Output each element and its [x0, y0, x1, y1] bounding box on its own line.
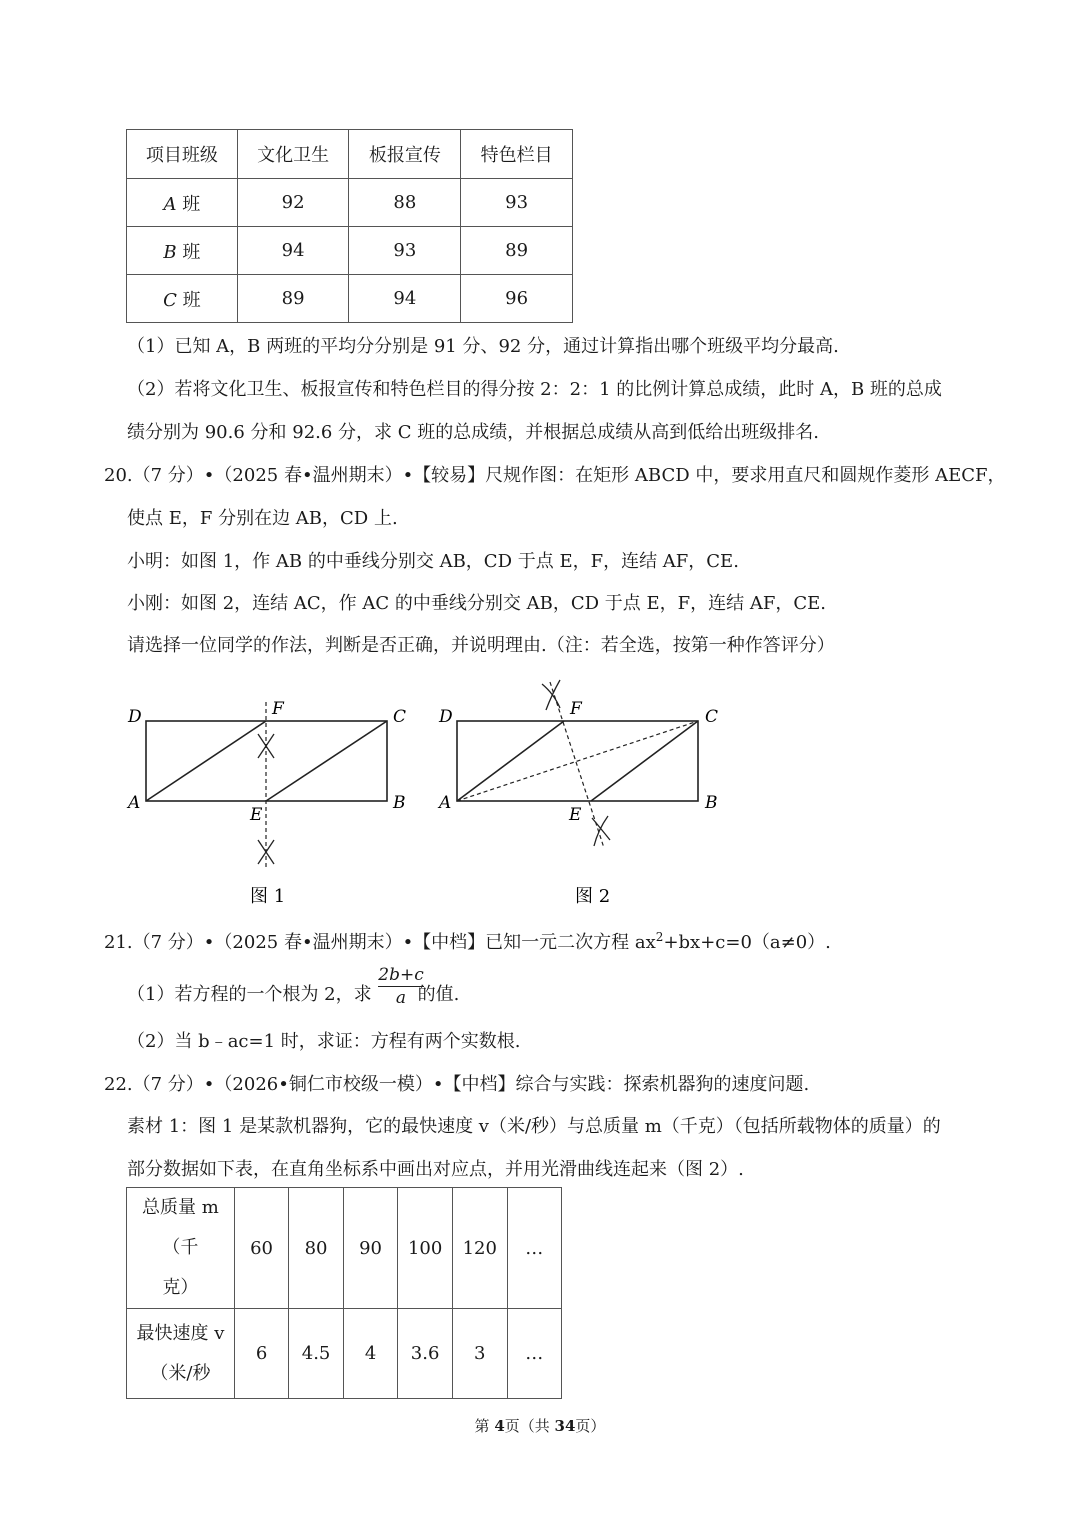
figure-2-caption: 图 2	[575, 886, 611, 907]
header-cell: 文化卫生	[237, 130, 349, 179]
segment-af	[457, 721, 564, 801]
row-label: A 班	[127, 179, 238, 227]
table-cell: …	[507, 1188, 561, 1309]
label-d: D	[128, 707, 142, 727]
table-cell: 94	[349, 275, 461, 323]
label-b: B	[393, 793, 406, 813]
table-cell: 96	[461, 275, 573, 323]
q19-part2-line2: 绩分别为 90.6 分和 92.6 分，求 C 班的总成绩，并根据总成绩从高到低给出班级排名.	[127, 422, 819, 443]
row-label: C 班	[127, 275, 238, 323]
segment-ce	[266, 721, 387, 801]
table-cell: 93	[349, 227, 461, 275]
q20-stem: 20.（7 分）•（2025 春•温州期末）•【较易】尺规作图：在矩形 ABCD 中，要求用直尺和圆规作菱形 AECF，	[104, 465, 1006, 486]
q20-instruction: 请选择一位同学的作法，判断是否正确，并说明理由.（注：若全选，按第一种作答评分）	[127, 635, 835, 656]
label-a: A	[439, 793, 452, 813]
table-cell: 88	[349, 179, 461, 227]
row-label-mass: 总质量 m（千 克）	[127, 1188, 235, 1309]
table-cell: 6	[234, 1309, 288, 1399]
fraction: $\frac{2b+c}{a}$	[378, 965, 424, 1008]
label-c: C	[705, 707, 719, 727]
mass-speed-table	[126, 1187, 562, 1399]
page-number: 4	[494, 1417, 505, 1435]
figure-1	[120, 690, 420, 910]
table-cell: 93	[461, 179, 573, 227]
page-total: 34	[554, 1417, 576, 1435]
q20-xiaogang: 小刚：如图 2，连结 AC，作 AC 的中垂线分别交 AB，CD 于点 E，F，连结 AF，CE.	[127, 593, 826, 614]
q22-material-line1: 素材 1：图 1 是某款机器狗，它的最快速度 v（米/秒）与总质量 m（千克）（包括所载物体的质量）的	[127, 1116, 941, 1137]
table-cell: 90	[343, 1188, 397, 1309]
table-cell: 3	[452, 1309, 507, 1399]
q22-stem: 22.（7 分）•（2026•铜仁市校级一模）•【中档】综合与实践：探索机器狗的速度问题.	[104, 1074, 810, 1095]
table-cell: …	[507, 1309, 561, 1399]
class-score-table	[126, 129, 573, 323]
q20-line2: 使点 E，F 分别在边 AB，CD 上.	[127, 508, 398, 529]
segment-af	[146, 721, 266, 801]
label-e: E	[569, 805, 582, 825]
q19-part2-line1: （2）若将文化卫生、板报宣传和特色栏目的得分按 2：2：1 的比例计算总成绩，此时 A，B 班的总成	[127, 379, 942, 400]
table-cell: 92	[237, 179, 349, 227]
table-cell: 89	[461, 227, 573, 275]
table-cell: 80	[289, 1188, 344, 1309]
label-c: C	[393, 707, 407, 727]
diagonal-ac	[457, 721, 698, 801]
label-d: D	[439, 707, 453, 727]
header-cell: 项目班级	[127, 130, 238, 179]
q21-part2: （2）当 b﹣ac=1 时，求证：方程有两个实数根.	[127, 1031, 521, 1052]
table-cell: 120	[452, 1188, 507, 1309]
arc-mark	[594, 816, 608, 846]
table-cell: 4.5	[289, 1309, 344, 1399]
q19-part1: （1）已知 A，B 两班的平均分分别是 91 分、92 分，通过计算指出哪个班级平均分最高.	[127, 336, 839, 357]
table-cell: 89	[237, 275, 349, 323]
figure-1-caption: 图 1	[250, 886, 286, 907]
label-e: E	[250, 805, 263, 825]
page-footer: 第 4页（共 34页）	[474, 1417, 606, 1435]
row-label: B 班	[127, 227, 238, 275]
table-cell: 3.6	[398, 1309, 453, 1399]
q21-part1: （1）若方程的一个根为 2，求 的值.	[127, 984, 460, 1005]
table-cell: 94	[237, 227, 349, 275]
label-f: F	[570, 699, 582, 719]
header-cell: 板报宣传	[349, 130, 461, 179]
label-f: F	[272, 699, 284, 719]
q22-material-line2: 部分数据如下表，在直角坐标系中画出对应点，并用光滑曲线连起来（图 2）.	[127, 1159, 744, 1180]
table-cell: 4	[343, 1309, 397, 1399]
q21-stem: 21.（7 分）•（2025 春•温州期末）•【中档】已知一元二次方程 $ax^2+bx+c=0(a\ne 0)$.	[104, 930, 831, 953]
header-cell: 特色栏目	[461, 130, 573, 179]
label-a: A	[128, 793, 141, 813]
q20-xiaoming: 小明：如图 1，作 AB 的中垂线分别交 AB，CD 于点 E，F，连结 AF，CE.	[127, 551, 739, 572]
label-b: B	[705, 793, 718, 813]
table-cell: 100	[398, 1188, 453, 1309]
segment-ce	[591, 721, 698, 801]
figure-2	[432, 670, 732, 910]
arc-mark	[592, 818, 610, 840]
row-label-speed: 最快速度 v （米/秒	[127, 1309, 235, 1399]
table-cell: 60	[234, 1188, 288, 1309]
